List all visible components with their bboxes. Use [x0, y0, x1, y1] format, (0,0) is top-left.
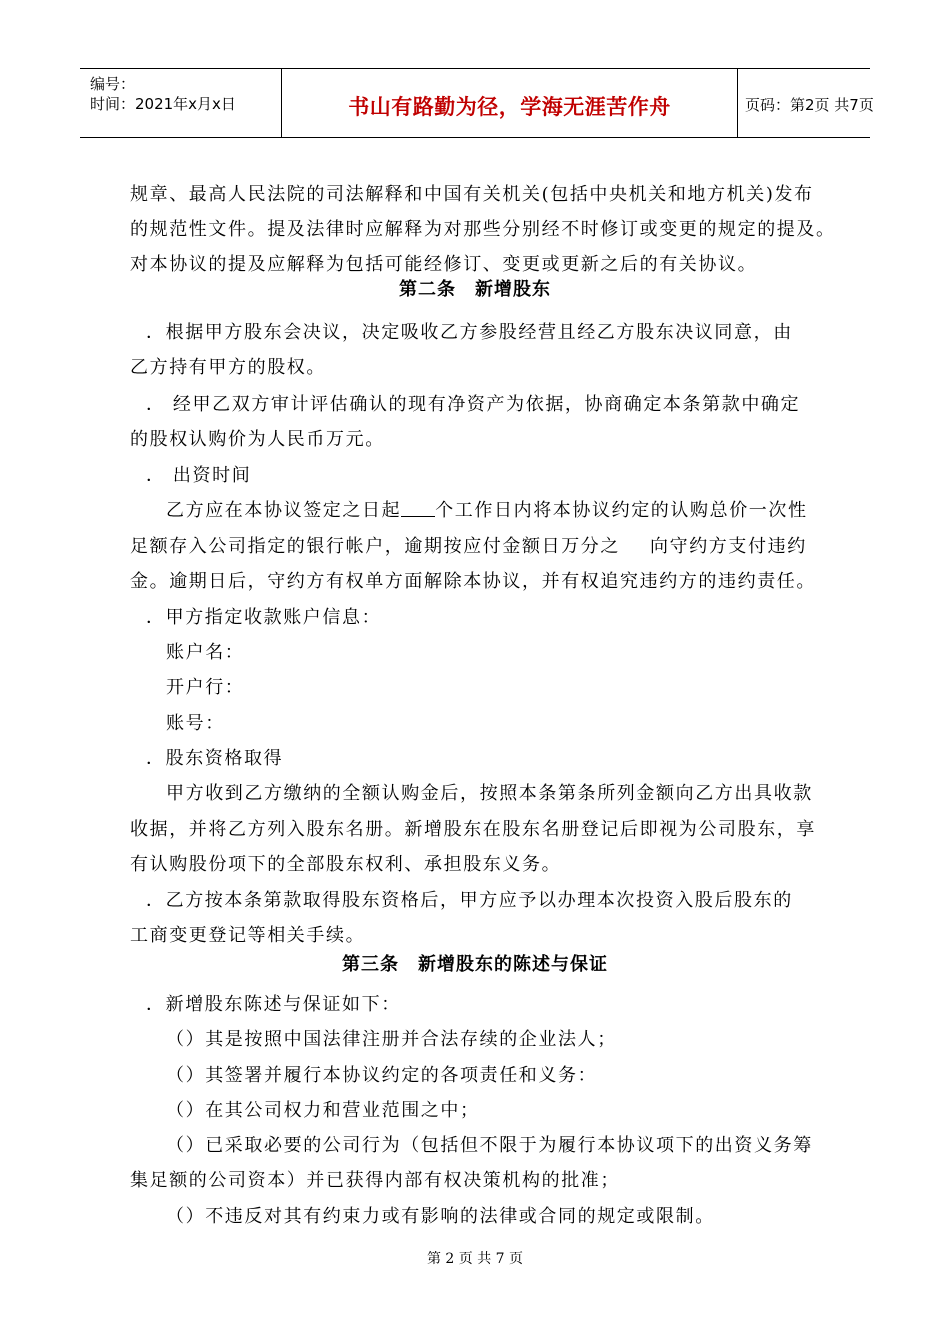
page-header — [80, 68, 874, 138]
clause-line: 乙方持有甲方的股权。 — [130, 357, 326, 378]
bank-label: 开户行： — [166, 677, 245, 698]
header-motto: 书山有路勤为径，学海无涯苦作舟 — [348, 95, 671, 119]
article-3-heading: 第三条 新增股东的陈述与保证 — [342, 954, 608, 975]
clause-item: （）不违反对其有约束力或有影响的法律或合同的规定或限制。 — [166, 1206, 715, 1227]
account-name-label: 账户名： — [166, 642, 245, 663]
article-2-heading: 第二条 新增股东 — [399, 279, 551, 300]
clause-line: 金。逾期日后，守约方有权单方面解除本协议，并有权追究违约方的违约责任。 — [130, 571, 816, 592]
clause-line: 集足额的公司资本）并已获得内部有权决策机构的批准； — [130, 1170, 620, 1191]
clause-line: ．乙方按本条第款取得股东资格后，甲方应予以办理本次投资入股后股东的 — [146, 890, 793, 911]
clause-line: ．新增股东陈述与保证如下： — [146, 994, 401, 1015]
payment-time-line — [166, 496, 808, 522]
header-page-number: 页码：第2页 共7页 — [745, 96, 874, 114]
clause-line: 有认购股份项下的全部股东权利、承担股东义务。 — [130, 854, 562, 875]
body-line: 的规范性文件。提及法律时应解释为对那些分别经不时修订或变更的规定的提及。 — [130, 219, 836, 240]
document-code-label: 编号： — [90, 75, 136, 93]
header-motto-cell — [281, 69, 738, 137]
clause-line: ．甲方指定收款账户信息： — [146, 607, 382, 628]
clause-line: ．股东资格取得 — [146, 748, 284, 769]
account-number-label: 账号： — [166, 713, 225, 734]
payment-text-c: 足额存入公司指定的银行帐户，逾期按应付金额日万分之 — [130, 536, 620, 557]
payment-penalty-line — [130, 532, 807, 558]
header-page-cell — [737, 69, 874, 137]
clause-line: ．根据甲方股东会决议，决定吸收乙方参股经营且经乙方股东决议同意，由 — [146, 322, 793, 343]
clause-line: 甲方收到乙方缴纳的全额认购金后，按照本条第条所列金额向乙方出具收款 — [166, 783, 813, 804]
clause-line: 收据，并将乙方列入股东名册。新增股东在股东名册登记后即视为公司股东，享 — [130, 819, 816, 840]
clause-line: 工商变更登记等相关手续。 — [130, 925, 366, 946]
clause-item: （）其是按照中国法律注册并合法存续的企业法人； — [166, 1029, 617, 1050]
clause-line: 的股权认购价为人民币万元。 — [130, 429, 385, 450]
clause-line: ． 经甲乙双方审计评估确认的现有净资产为依据，协商确定本条第款中确定 — [146, 394, 801, 415]
payment-text-d: 向守约方支付违约 — [650, 536, 807, 557]
clause-line: ． 出资时间 — [146, 465, 252, 486]
clause-item: （）其签署并履行本协议约定的各项责任和义务： — [166, 1065, 598, 1086]
payment-text-b: 个工作日内将本协议约定的认购总价一次性 — [435, 500, 808, 521]
payment-text-a: 乙方应在本协议签定之日起 — [166, 500, 402, 521]
document-date: 时间：2021年x月x日 — [90, 95, 236, 113]
body-line: 对本协议的提及应解释为包括可能经修订、变更或更新之后的有关协议。 — [130, 254, 758, 275]
clause-item: （）已采取必要的公司行为（包括但不限于为履行本协议项下的出资义务筹 — [166, 1135, 813, 1156]
blank-field — [401, 500, 435, 517]
page-footer: 第 2 页 共 7 页 — [426, 1251, 524, 1267]
body-line: 规章、最高人民法院的司法解释和中国有关机关(包括中央机关和地方机关)发布 — [130, 184, 814, 205]
header-meta-cell — [80, 69, 281, 137]
clause-item: （）在其公司权力和营业范围之中； — [166, 1100, 480, 1121]
